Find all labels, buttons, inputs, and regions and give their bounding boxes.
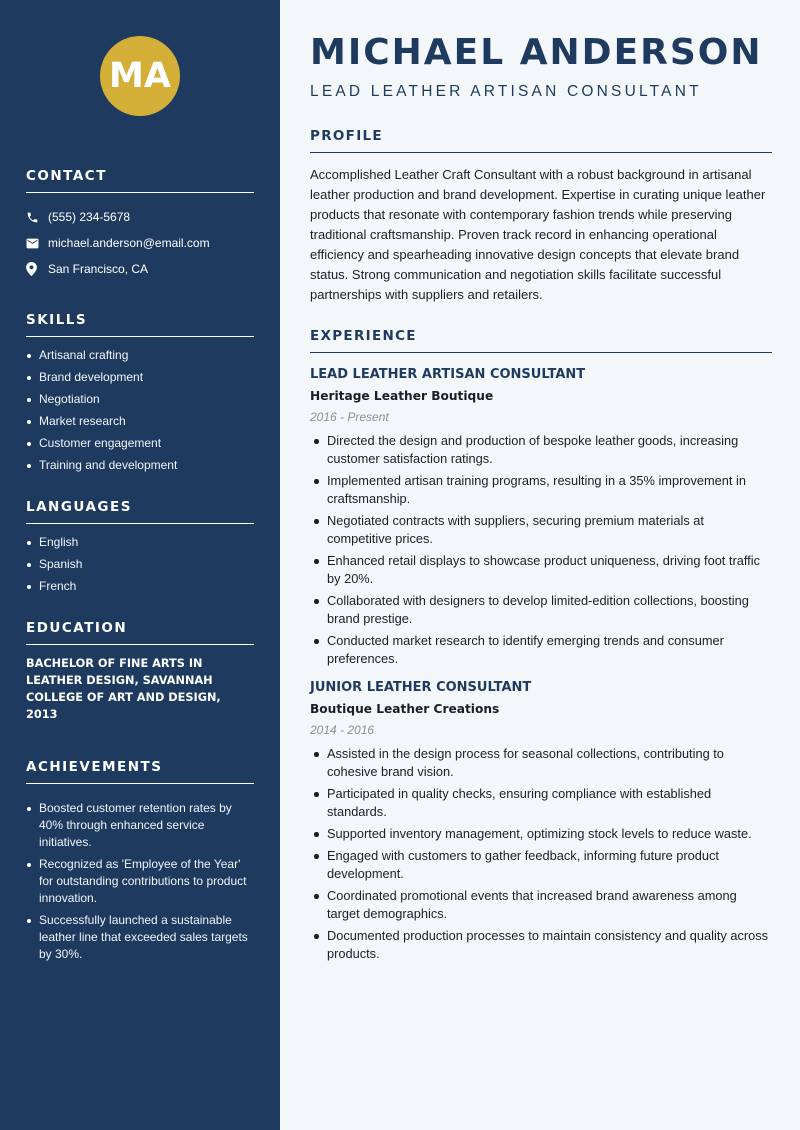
duty-item: Collaborated with designers to develop limited-edition collections, boosting brand prestige. (310, 592, 772, 628)
achievement-item: Boosted customer retention rates by 40% through enhanced service initiatives. (26, 800, 254, 851)
language-item: English (26, 534, 254, 551)
contact-phone (26, 204, 254, 230)
languages-section (26, 499, 254, 595)
duty-item: Assisted in the design process for seasonal collections, contributing to cohesive brand vision. (310, 745, 772, 781)
avatar: MA (100, 36, 180, 116)
duty-item: Participated in quality checks, ensuring compliance with established standards. (310, 785, 772, 821)
duty-item: Documented production processes to maintain consistency and quality across products. (310, 927, 772, 963)
profile-section (310, 128, 772, 305)
skill-item: Market research (26, 413, 254, 430)
duty-item: Coordinated promotional events that increased brand awareness among target demographics. (310, 887, 772, 923)
language-item: French (26, 578, 254, 595)
achievements-list (26, 800, 254, 963)
languages-heading: LANGUAGES (26, 499, 254, 524)
phone-text: (555) 234-5678 (48, 210, 131, 224)
location-text: San Francisco, CA (48, 262, 149, 276)
profile-heading: PROFILE (310, 128, 772, 153)
duty-item: Directed the design and production of bespoke leather goods, increasing customer satisfaction ratings. (310, 432, 772, 468)
skill-item: Training and development (26, 457, 254, 474)
candidate-name: MICHAEL ANDERSON (310, 32, 763, 73)
sidebar (0, 0, 280, 1130)
duty-item: Enhanced retail displays to showcase product uniqueness, driving foot traffic by 20%. (310, 552, 772, 588)
email-text: michael.anderson@email.com (48, 236, 210, 250)
profile-text: Accomplished Leather Craft Consultant with a robust background in artisanal leather production and brand development. Expertise in curating unique leather products that resonate with contemporary fashion trends while preserving traditional craftsmanship. Proven track record in enhancing operational efficiency and spearheading innovative design concepts that elevate brand status. Strong communication and negotiation skills facilitate successful partnerships with suppliers and retailers. (310, 167, 766, 302)
job-entry (310, 367, 772, 668)
experience-heading: EXPERIENCE (310, 328, 772, 353)
contact-list (26, 204, 254, 282)
location-pin-icon (26, 262, 48, 276)
contact-email (26, 230, 254, 256)
company-name: Boutique Leather Creations (310, 702, 500, 716)
education-degree: BACHELOR OF FINE ARTS IN LEATHER DESIGN, SAVANNAH COLLEGE OF ART AND DESIGN, 2013 (26, 657, 221, 721)
skill-item: Negotiation (26, 391, 254, 408)
contact-section (26, 168, 254, 282)
skills-section (26, 312, 254, 474)
achievements-section (26, 759, 254, 963)
skill-item: Customer engagement (26, 435, 254, 452)
education-heading: EDUCATION (26, 620, 254, 645)
duty-item: Engaged with customers to gather feedback, informing future product development. (310, 847, 772, 883)
skill-item: Brand development (26, 369, 254, 386)
skills-heading: SKILLS (26, 312, 254, 337)
education-section (26, 620, 254, 723)
achievement-item: Successfully launched a sustainable leather line that exceeded sales targets by 30%. (26, 912, 254, 963)
duties-list (310, 745, 772, 963)
job-period: 2014 - 2016 (310, 723, 375, 737)
contact-location (26, 256, 254, 282)
job-period: 2016 - Present (310, 410, 389, 424)
language-item: Spanish (26, 556, 254, 573)
job-title: JUNIOR LEATHER CONSULTANT (310, 680, 532, 695)
achievements-heading: ACHIEVEMENTS (26, 759, 254, 784)
languages-list (26, 534, 254, 595)
duty-item: Negotiated contracts with suppliers, securing premium materials at competitive prices. (310, 512, 772, 548)
job-entry (310, 680, 772, 963)
candidate-title: LEAD LEATHER ARTISAN CONSULTANT (310, 83, 702, 100)
email-icon (26, 238, 48, 249)
skills-list (26, 347, 254, 474)
duty-item: Implemented artisan training programs, resulting in a 35% improvement in craftsmanship. (310, 472, 772, 508)
achievement-item: Recognized as 'Employee of the Year' for outstanding contributions to product innovation. (26, 856, 254, 907)
contact-heading: CONTACT (26, 168, 254, 193)
duties-list (310, 432, 772, 668)
experience-section (310, 328, 772, 967)
skill-item: Artisanal crafting (26, 347, 254, 364)
duty-item: Conducted market research to identify emerging trends and consumer preferences. (310, 632, 772, 668)
company-name: Heritage Leather Boutique (310, 389, 494, 403)
phone-icon (26, 211, 48, 224)
job-title: LEAD LEATHER ARTISAN CONSULTANT (310, 367, 586, 382)
duty-item: Supported inventory management, optimizing stock levels to reduce waste. (310, 825, 772, 843)
